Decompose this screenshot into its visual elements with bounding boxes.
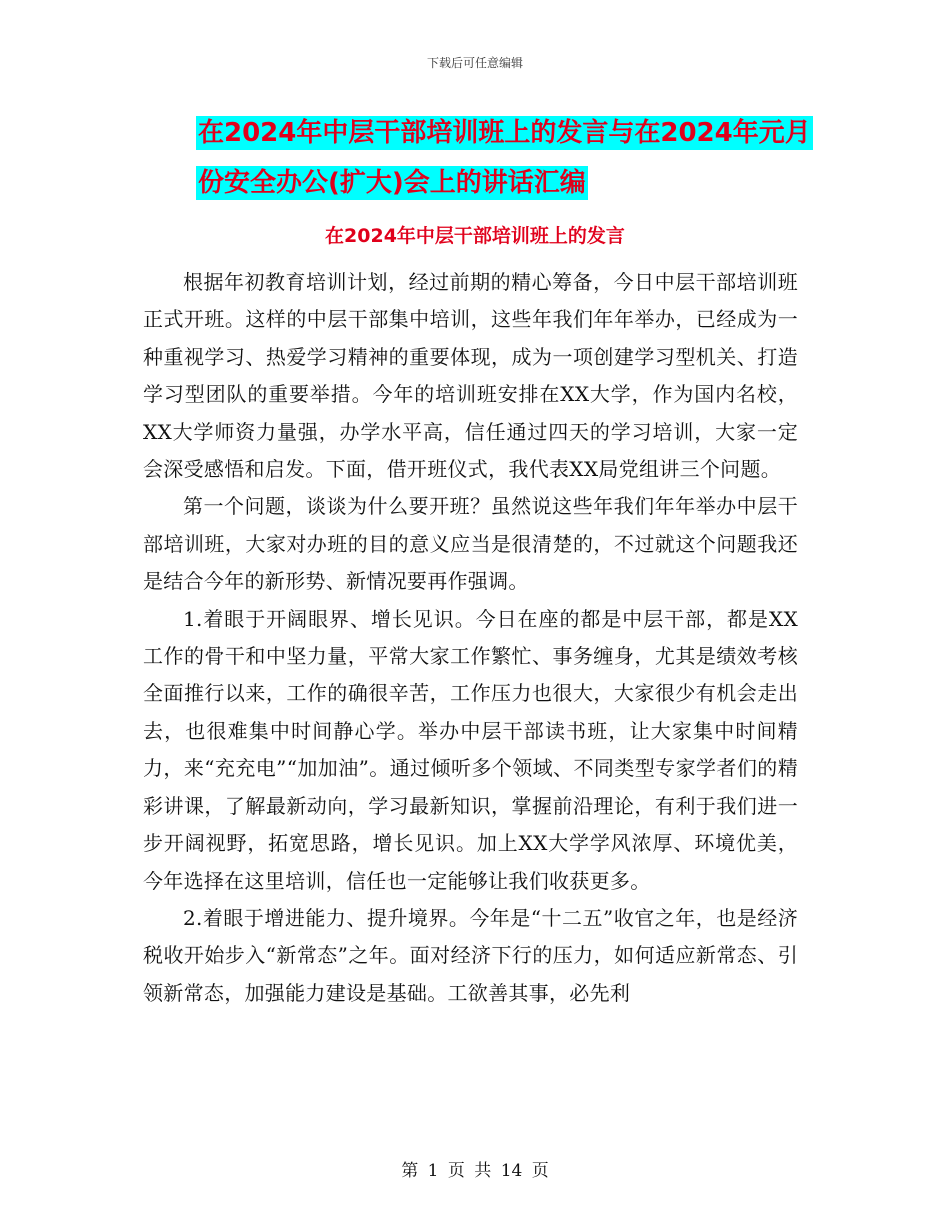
paragraph-4: 2.着眼于增进能力、提升境界。今年是“十二五”收官之年，也是经济税收开始步入“新常态”之年。面对经济下行的压力，如何适应新常态、引领新常态，加强能力建设是基础。工欲善其事，必先利 <box>143 905 798 1005</box>
paragraph-1: 根据年初教育培训计划，经过前期的精心筹备，今日中层干部培训班正式开班。这样的中层干部集中培训，这些年我们年年举办，已经成为一种重视学习、热爱学习精神的重要体现，成为一项创建学习型机关、打造学习型团队的重要举措。今年的培训班安排在XX大学，作为国内名校，XX大学师资力量强，办学水平高，信任通过四天的学习培训，大家一定会深受感悟和启发。下面，借开班仪式，我代表XX局党组讲三个问题。 <box>143 270 798 482</box>
section-title: 在2024年中层干部培训班上的发言 <box>325 225 625 247</box>
title-line-2: 份安全办公(扩大)会上的讲话汇编 <box>198 168 586 198</box>
page-footer: 第 1 页 共 14 页 <box>401 1161 549 1181</box>
document-body <box>143 264 798 1012</box>
paragraph-3: 1.着眼于开阔眼界、增长见识。今日在座的都是中层干部，都是XX工作的骨干和中坚力量，平常大家工作繁忙、事务缠身，尤其是绩效考核全面推行以来，工作的确很辛苦，工作压力也很大，大家很少有机会走出去，也很难集中时间静心学。举办中层干部读书班，让大家集中时间精力，来“充充电”“加加油”。通过倾听多个领域、不同类型专家学者们的精彩讲课，了解最新动向，学习最新知识，掌握前沿理论，有利于我们进一步开阔视野，拓宽思路，增长见识。加上XX大学学风浓厚、环境优美，今年选择在这里培训，信任也一定能够让我们收获更多。 <box>143 606 798 893</box>
paragraph-2: 第一个问题，谈谈为什么要开班？虽然说这些年我们年年举办中层干部培训班，大家对办班的目的意义应当是很清楚的，不过就这个问题我还是结合今年的新形势、新情况要再作强调。 <box>143 494 798 594</box>
document-title <box>196 108 816 208</box>
header-note: 下载后可任意编辑 <box>426 56 523 70</box>
title-line-1: 在2024年中层干部培训班上的发言与在2024年元月 <box>198 118 811 148</box>
